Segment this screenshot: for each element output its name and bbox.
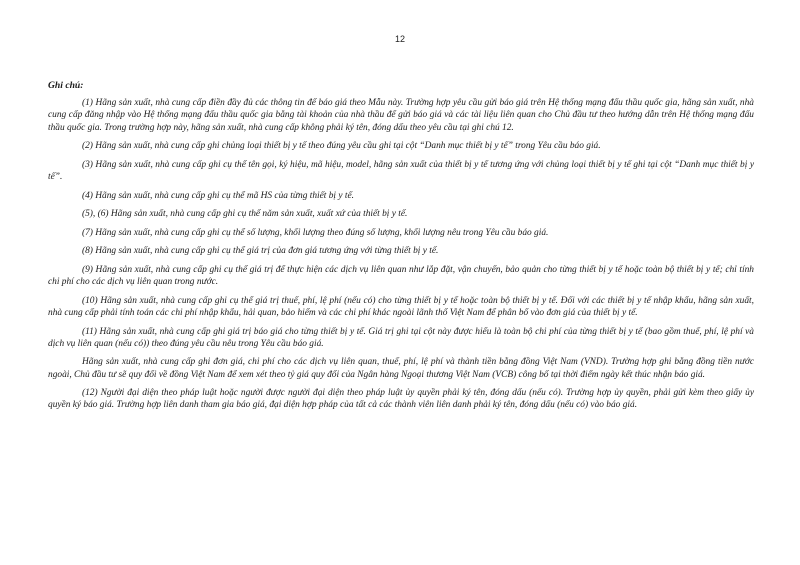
note-paragraph: (11) Hãng sản xuất, nhà cung cấp ghi giá trị báo giá cho từng thiết bị y tế. Giá trị ghi tại cột này được hiểu là toàn bộ chi phí của từng thiết bị y tế (bao gồm thuế, phí, lệ phí và dịch vụ liên quan (nếu có)) theo đúng yêu cầu nêu trong Yêu cầu báo giá. — [48, 326, 754, 349]
page-number: 12 — [394, 34, 405, 44]
note-paragraph: (2) Hãng sản xuất, nhà cung cấp ghi chủng loại thiết bị y tế theo đúng yêu cầu ghi tại cột “Danh mục thiết bị y tế” trong Yêu cầu báo giá. — [82, 141, 601, 152]
note-paragraph: (3) Hãng sản xuất, nhà cung cấp ghi cụ thể tên gọi, ký hiệu, mã hiệu, model, hãng sản xuất của thiết bị y tế tương ứng với chủng loại thiết bị y tế ghi tại cột “Danh mục thiết bị y tế”. — [48, 159, 754, 182]
note-paragraph: (7) Hãng sản xuất, nhà cung cấp ghi cụ thể số lượng, khối lượng theo đúng số lượng, khối lượng nêu trong Yêu cầu báo giá. — [82, 227, 549, 238]
note-paragraph: Hãng sản xuất, nhà cung cấp ghi đơn giá, chi phí cho các dịch vụ liên quan, thuế, phí, lệ phí và thành tiền bằng đồng Việt Nam (VND). Trường hợp ghi bằng đồng tiền nước ngoài, Chủ đầu tư sẽ quy đổi về đồng Việt Nam để xem xét theo tỷ giá quy đổi của Ngân hàng Ngoại thương Việt Nam (VCB) công bố tại thời điểm ngày kết thúc nhận báo giá. — [48, 357, 754, 380]
note-paragraph: (1) Hãng sản xuất, nhà cung cấp điền đầy đủ các thông tin để báo giá theo Mẫu này. Trường hợp yêu cầu gửi báo giá trên Hệ thống mạng đấu thầu quốc gia, hãng sản xuất, nhà cung cấp đăng nhập vào Hệ thống mạng đấu thầu quốc gia bằng tài khoản của nhà thầu để gửi báo giá và các tài liệu liên quan cho Chủ đầu tư theo hướng dẫn trên Hệ thống mạng đấu thầu quốc gia. Trong trường hợp này, hãng sản xuất, nhà cung cấp không phải ký tên, đóng dấu theo yêu cầu tại ghi chú 12. — [48, 98, 754, 133]
note-paragraph: (12) Người đại diện theo pháp luật hoặc người được người đại diện theo pháp luật ủy quyền phải ký tên, đóng dấu (nếu có). Trường hợp ủy quyền, phải gửi kèm theo giấy ủy quyền ký báo giá. Trường hợp liên danh tham gia báo giá, đại diện hợp pháp của tất cả các thành viên liên danh phải ký tên, đóng dấu (nếu có) vào báo giá. — [48, 388, 754, 411]
note-paragraph: (9) Hãng sản xuất, nhà cung cấp ghi cụ thể giá trị để thực hiện các dịch vụ liên quan như lắp đặt, vận chuyển, bảo quản cho từng thiết bị y tế hoặc toàn bộ thiết bị y tế; chỉ tính chi phí cho các dịch vụ liên quan trong nước. — [48, 264, 754, 288]
note-paragraph: (8) Hãng sản xuất, nhà cung cấp ghi cụ thể giá trị của đơn giá tương ứng với từng thiết bị y tế. — [82, 246, 439, 257]
notes-heading: Ghi chú: — [48, 80, 84, 91]
note-paragraph: (5), (6) Hãng sản xuất, nhà cung cấp ghi cụ thể năm sản xuất, xuất xứ của thiết bị y tế. — [82, 209, 408, 220]
note-paragraph: (10) Hãng sản xuất, nhà cung cấp ghi cụ thể giá trị thuế, phí, lệ phí (nếu có) cho từng thiết bị y tế hoặc toàn bộ thiết bị y tế. Đối với các thiết bị y tế nhập khẩu, hãng sản xuất, nhà cung cấp phải tính toán các chi phí nhập khẩu, hải quan, bảo hiểm và các chi phí khác ngoài lãnh thổ Việt Nam để phân bổ vào đơn giá của thiết bị y tế. — [48, 295, 754, 318]
notes-section — [48, 80, 754, 418]
note-paragraph: (4) Hãng sản xuất, nhà cung cấp ghi cụ thể mã HS của từng thiết bị y tế. — [82, 190, 354, 201]
